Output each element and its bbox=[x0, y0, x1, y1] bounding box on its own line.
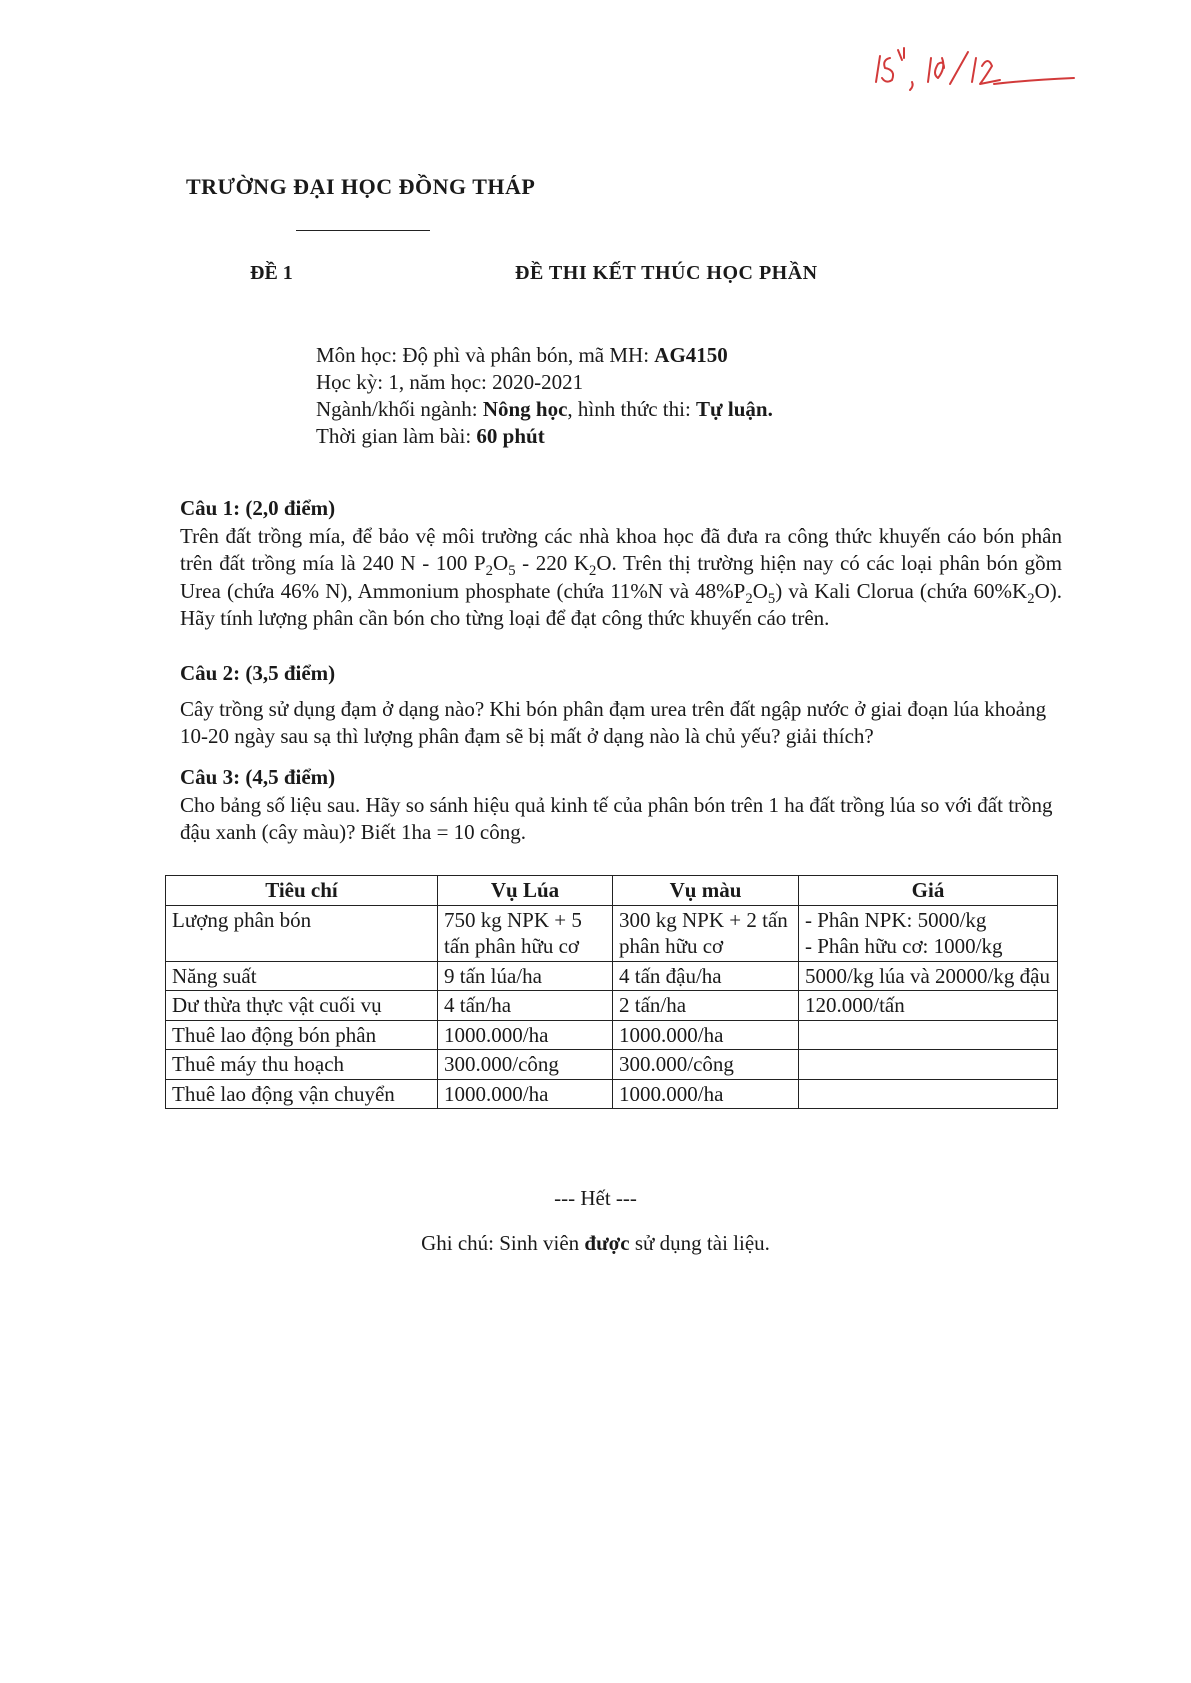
table-cell: - Phân NPK: 5000/kg - Phân hữu cơ: 1000/kg bbox=[799, 905, 1058, 961]
duration: 60 phút bbox=[476, 424, 545, 448]
table-row bbox=[166, 961, 1058, 991]
table-cell: 120.000/tấn bbox=[799, 991, 1058, 1021]
question-3-title: Câu 3: (4,5 điểm) bbox=[180, 765, 336, 789]
table-cell: 5000/kg lúa và 20000/kg đậu bbox=[799, 961, 1058, 991]
table-cell: 300.000/công bbox=[438, 1050, 613, 1080]
table-header-row bbox=[166, 876, 1058, 906]
table-cell bbox=[799, 1050, 1058, 1080]
table-cell: 2 tấn/ha bbox=[613, 991, 799, 1021]
table-cell: Dư thừa thực vật cuối vụ bbox=[166, 991, 438, 1021]
table-cell: 4 tấn/ha bbox=[438, 991, 613, 1021]
school-underline bbox=[296, 230, 430, 231]
end-marker: --- Hết --- bbox=[554, 1186, 637, 1210]
exam-title: ĐỀ THI KẾT THÚC HỌC PHẦN bbox=[515, 262, 818, 284]
question-1-text: Trên đất trồng mía, để bảo vệ môi trường các nhà khoa học đã đưa ra công thức khuyến cáo bón phân trên đất trồng mía là 240 N - 100 $P_2O_5 - 220$ $K_2O$. Trên thị trường hiện nay có các loại phân bón gồm Urea (chứa 46% N), Ammonium phosphate (chứa 11%N và $48\%P_2O_5$) và Kali Clorua (chứa $60\%K_2O$). Hãy tính lượng phân cần bón cho từng loại để đạt công thức khuyến cáo trên. bbox=[180, 523, 1062, 630]
handwritten-note-drawing bbox=[868, 44, 1078, 96]
table-cell: 300.000/công bbox=[613, 1050, 799, 1080]
table-cell: 1000.000/ha bbox=[613, 1079, 799, 1109]
table-cell: 1000.000/ha bbox=[438, 1079, 613, 1109]
table-cell: 300 kg NPK + 2 tấn phân hữu cơ bbox=[613, 905, 799, 961]
table-row bbox=[166, 1079, 1058, 1109]
table-cell: Lượng phân bón bbox=[166, 905, 438, 961]
duration-line: Thời gian làm bài: 60 phút bbox=[316, 424, 545, 448]
table-header: Vụ màu bbox=[613, 876, 799, 906]
table-cell: Thuê lao động bón phân bbox=[166, 1020, 438, 1050]
course-line: Môn học: Độ phì và phân bón, mã MH: AG4150 bbox=[316, 343, 728, 367]
table-cell: 1000.000/ha bbox=[613, 1020, 799, 1050]
table-row bbox=[166, 1050, 1058, 1080]
question-1-title: Câu 1: (2,0 điểm) bbox=[180, 496, 336, 520]
course-code: AG4150 bbox=[654, 343, 728, 367]
major: Nông học bbox=[482, 397, 568, 421]
table-cell: Thuê lao động vận chuyển bbox=[166, 1079, 438, 1109]
table-cell bbox=[799, 1079, 1058, 1109]
footer-note: Ghi chú: Sinh viên được sử dụng tài liệu. bbox=[421, 1231, 770, 1255]
exam-number: ĐỀ 1 bbox=[250, 262, 293, 284]
exam-info bbox=[316, 342, 773, 450]
question-1 bbox=[180, 495, 1062, 633]
handwritten-note bbox=[868, 44, 1078, 96]
table-row bbox=[166, 1020, 1058, 1050]
major-line: Ngành/khối ngành: Nông học, hình thức thi: Tự luận. bbox=[316, 397, 773, 421]
question-3-text: Cho bảng số liệu sau. Hãy so sánh hiệu quả kinh tế của phân bón trên 1 ha đất trồng lúa so với đất trồng đậu xanh (cây màu)? Biết 1ha = 10 công. bbox=[180, 792, 1053, 844]
table-cell: Thuê máy thu hoạch bbox=[166, 1050, 438, 1080]
note-bold: được bbox=[584, 1231, 630, 1255]
table-cell: 750 kg NPK + 5 tấn phân hữu cơ bbox=[438, 905, 613, 961]
table-cell: 4 tấn đậu/ha bbox=[613, 961, 799, 991]
table-cell: 9 tấn lúa/ha bbox=[438, 961, 613, 991]
table-header: Tiêu chí bbox=[166, 876, 438, 906]
data-table bbox=[165, 875, 1058, 1109]
table-row bbox=[166, 991, 1058, 1021]
question-2 bbox=[180, 660, 1062, 751]
semester-line: Học kỳ: 1, năm học: 2020-2021 bbox=[316, 370, 584, 394]
table-row bbox=[166, 905, 1058, 961]
question-2-text: Cây trồng sử dụng đạm ở dạng nào? Khi bón phân đạm urea trên đất ngập nước ở giai đoạn lúa khoảng 10-20 ngày sau sạ thì lượng phân đạm sẽ bị mất ở dạng nào là chủ yếu? giải thích? bbox=[180, 696, 1047, 748]
question-2-title: Câu 2: (3,5 điểm) bbox=[180, 661, 336, 685]
table-cell: 1000.000/ha bbox=[438, 1020, 613, 1050]
question-3 bbox=[180, 764, 1062, 847]
table-cell bbox=[799, 1020, 1058, 1050]
table-cell: Năng suất bbox=[166, 961, 438, 991]
exam-form: Tự luận. bbox=[696, 397, 773, 421]
table-header: Vụ Lúa bbox=[438, 876, 613, 906]
table-header: Giá bbox=[799, 876, 1058, 906]
school-name: TRƯỜNG ĐẠI HỌC ĐỒNG THÁP bbox=[186, 174, 536, 199]
